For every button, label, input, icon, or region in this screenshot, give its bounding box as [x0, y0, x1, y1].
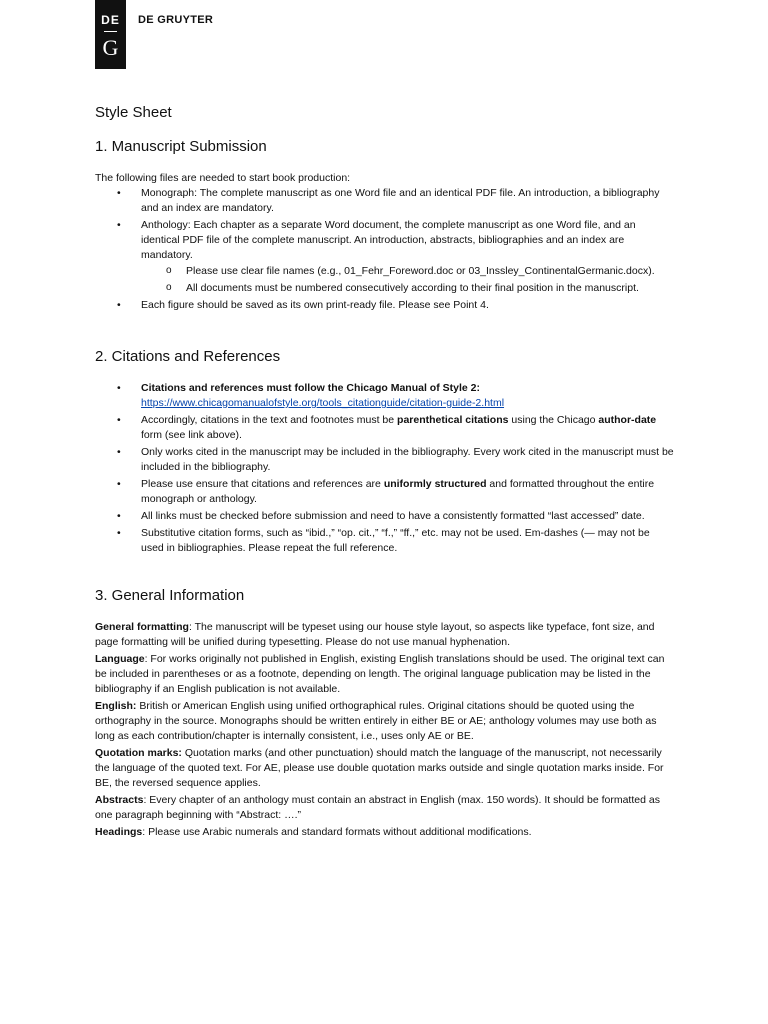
logo-divider	[104, 31, 117, 32]
bold-text: author-date	[598, 414, 657, 426]
chicago-guide-link[interactable]: https://www.chicagomanualofstyle.org/tools_citationguide/citation-guide-2.html	[141, 397, 505, 409]
page-title: Style Sheet	[95, 104, 172, 121]
section-manuscript-submission	[95, 139, 675, 313]
list-item-text: Anthology: Each chapter as a separate Word document, the complete manuscript as one Word file, and an identical PDF file of the complete manuscript. An introduction, abstracts, bibliographies and an index are mandatory.	[141, 219, 636, 261]
paragraph	[95, 793, 675, 823]
list-item	[95, 477, 675, 507]
bullet-list	[95, 381, 675, 556]
bold-text: uniformly structured	[383, 478, 487, 490]
paragraph	[95, 699, 675, 744]
publisher-logo	[95, 0, 126, 69]
bold-label: English:	[95, 700, 137, 712]
bold-text: parenthetical citations	[397, 414, 509, 426]
list-item: • Only works cited in the manuscript may be included in the bibliography. Every work cited in the manuscript must be included in the bibliography.	[95, 445, 675, 475]
bold-label: Quotation marks:	[95, 747, 182, 759]
list-item: • All links must be checked before submission and need to have a consistently formatted “last accessed” date.	[95, 509, 675, 524]
document-body	[95, 105, 675, 842]
text: using the Chicago	[508, 414, 599, 426]
paragraph	[95, 620, 675, 650]
text: and formatted throughout the entire monograph or anthology.	[141, 478, 655, 505]
bold-label: General formatting	[95, 621, 189, 633]
list-item	[95, 381, 675, 411]
text: Accordingly, citations in the text and footnotes must be	[141, 414, 398, 426]
list-item: • Each figure should be saved as its own print-ready file. Please see Point 4.	[95, 298, 675, 313]
section-general-information	[95, 588, 675, 840]
bold-label: Headings	[95, 826, 143, 838]
bullet-list	[95, 186, 675, 313]
text: form (see link above).	[141, 429, 242, 441]
logo-line2: G	[102, 35, 119, 60]
section-heading: 1. Manuscript Submission	[95, 138, 267, 155]
bold-text: Citations and references must follow the Chicago Manual of Style 2:	[141, 382, 480, 394]
paragraph	[95, 825, 675, 840]
bold-label: Abstracts	[95, 794, 144, 806]
section-intro: The following files are needed to start book production:	[95, 172, 351, 184]
sub-list-item: o Please use clear file names (e.g., 01_Fehr_Foreword.doc or 03_Inssley_ContinentalGermanic.docx).	[141, 264, 675, 279]
section-citations	[95, 349, 675, 556]
text: Quotation marks (and other punctuation) should match the language of the manuscript, not necessarily the language of the quoted text. For AE, please use double quotation marks outside and single quotation marks inside. For BE, the reversed sequence applies.	[95, 747, 664, 789]
list-item: • Monograph: The complete manuscript as one Word file and an identical PDF file. An introduction, a bibliography and an index are mandatory.	[95, 186, 675, 216]
list-item: • Substitutive citation forms, such as “ibid.,” “op. cit.,” “f.,” “ff.,” etc. may not be used. Em-dashes (— may not be used in bibliographies. Please repeat the full reference.	[95, 526, 675, 556]
logo-line1: DE	[101, 13, 120, 27]
text: British or American English using unified orthographical rules. Original citations should be quoted using the orthography in the source. Monographs should be written entirely in either BE or AE; anthology volumes may use both as long as each contribution/chapter is internally consistent, i.e., uses only AE or BE.	[95, 700, 657, 742]
section-heading: 2. Citations and References	[95, 348, 281, 365]
publisher-name: DE GRUYTER	[138, 14, 214, 26]
sub-list	[141, 264, 675, 296]
sub-list-item: o All documents must be numbered consecutively according to their final position in the manuscript.	[141, 281, 675, 296]
text: : For works originally not published in English, existing English translations should be used. The original text can be included in parentheses or as a footnote, depending on length. The original language publication may be listed in the bibliography if an English publication is not available.	[95, 653, 665, 695]
paragraph	[95, 746, 675, 791]
text: : Every chapter of an anthology must contain an abstract in English (max. 150 words). It should be formatted as one paragraph beginning with “Abstract: ….”	[95, 794, 660, 821]
bold-label: Language	[95, 653, 145, 665]
section-heading: 3. General Information	[95, 587, 245, 604]
list-item	[95, 218, 675, 296]
paragraph	[95, 652, 675, 697]
text: Please use ensure that citations and references are	[141, 478, 384, 490]
text: : Please use Arabic numerals and standard formats without additional modifications.	[142, 826, 532, 838]
list-item	[95, 413, 675, 443]
text: : The manuscript will be typeset using our house style layout, so aspects like typeface, font size, and page formatting will be unified during typesetting. Please do not use manual hyphenation.	[95, 621, 655, 648]
